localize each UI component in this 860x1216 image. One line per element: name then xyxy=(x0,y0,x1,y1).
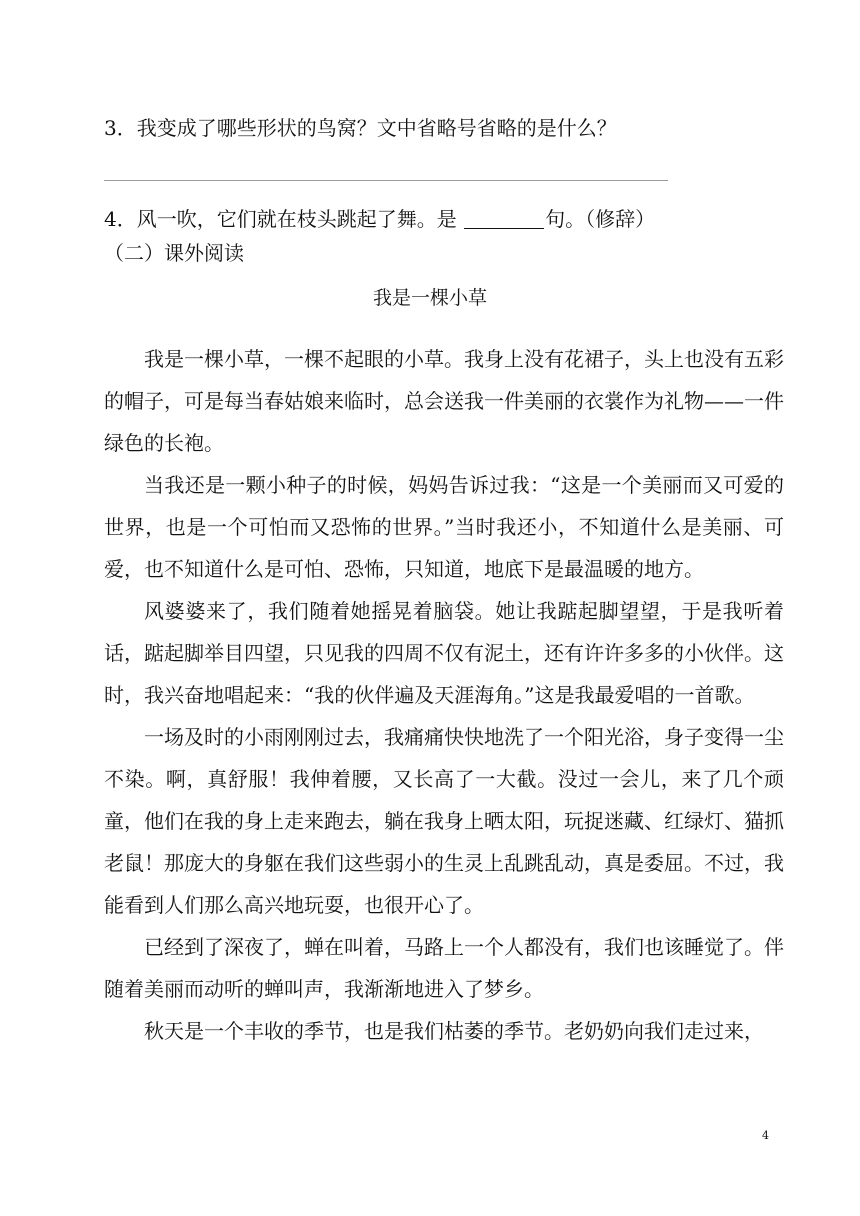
paragraph-text: 秋天是一个丰收的季节，也是我们枯萎的季节。老奶奶向我们走过来， xyxy=(144,1019,764,1043)
question-4-suffix: 句。（修辞） xyxy=(545,207,656,231)
question-4-text: 4．风一吹，它们就在枝头跳起了舞。是 xyxy=(104,207,464,231)
paragraph-text: 一场及时的小雨刚刚过去，我痛痛快快地洗了一个阳光浴，身子变得一尘不染。啊，真舒服！我伸着腰，又长高了一大截。没过一会儿，来了几个顽童，他们在我的身上走来跑去，躺在我身上晒太阳，玩捉迷藏、红绿灯、猫抓老鼠！那庞大的身躯在我们这些弱小的生灵上乱跳乱动，真是委屈。不过，我能看到人们那么高兴地玩耍，也很开心了。 xyxy=(104,725,784,917)
paragraph-1 xyxy=(104,338,784,464)
paragraph-text: 风婆婆来了，我们随着她摇晃着脑袋。她让我踮起脚望望，于是我听着话，踮起脚举目四望，只见我的四周不仅有泥土，还有许许多多的小伙伴。这时，我兴奋地唱起来：“我的伙伴遍及天涯海角。”这是我最爱唱的一首歌。 xyxy=(104,599,784,707)
page-number: 4 xyxy=(762,1129,769,1142)
paragraph-6 xyxy=(104,1010,784,1052)
section-heading: （二）课外阅读 xyxy=(104,241,244,265)
paragraph-4 xyxy=(104,716,784,926)
question-4 xyxy=(104,207,655,231)
article-title: 我是一棵小草 xyxy=(372,287,487,309)
paragraph-text: 当我还是一颗小种子的时候，妈妈告诉过我：“这是一个美丽而又可爱的世界，也是一个可怕而又恐怖的世界。”当时我还小，不知道什么是美丽、可爱，也不知道什么是可怕、恐怖，只知道，地底下是最温暖的地方。 xyxy=(104,473,784,581)
answer-line xyxy=(104,180,668,181)
paragraph-5 xyxy=(104,926,784,1010)
question-3: 3．我变成了哪些形状的鸟窝？文中省略号省略的是什么？ xyxy=(104,116,617,140)
paragraph-3 xyxy=(104,590,784,716)
paragraph-text: 我是一棵小草，一棵不起眼的小草。我身上没有花裙子，头上也没有五彩的帽子，可是每当春姑娘来临时，总会送我一件美丽的衣裳作为礼物——一件绿色的长袍。 xyxy=(104,347,784,455)
fill-blank[interactable] xyxy=(464,208,544,229)
paragraph-text: 已经到了深夜了，蝉在叫着，马路上一个人都没有，我们也该睡觉了。伴随着美丽而动听的蝉叫声，我渐渐地进入了梦乡。 xyxy=(104,935,784,1001)
paragraph-2 xyxy=(104,464,784,590)
